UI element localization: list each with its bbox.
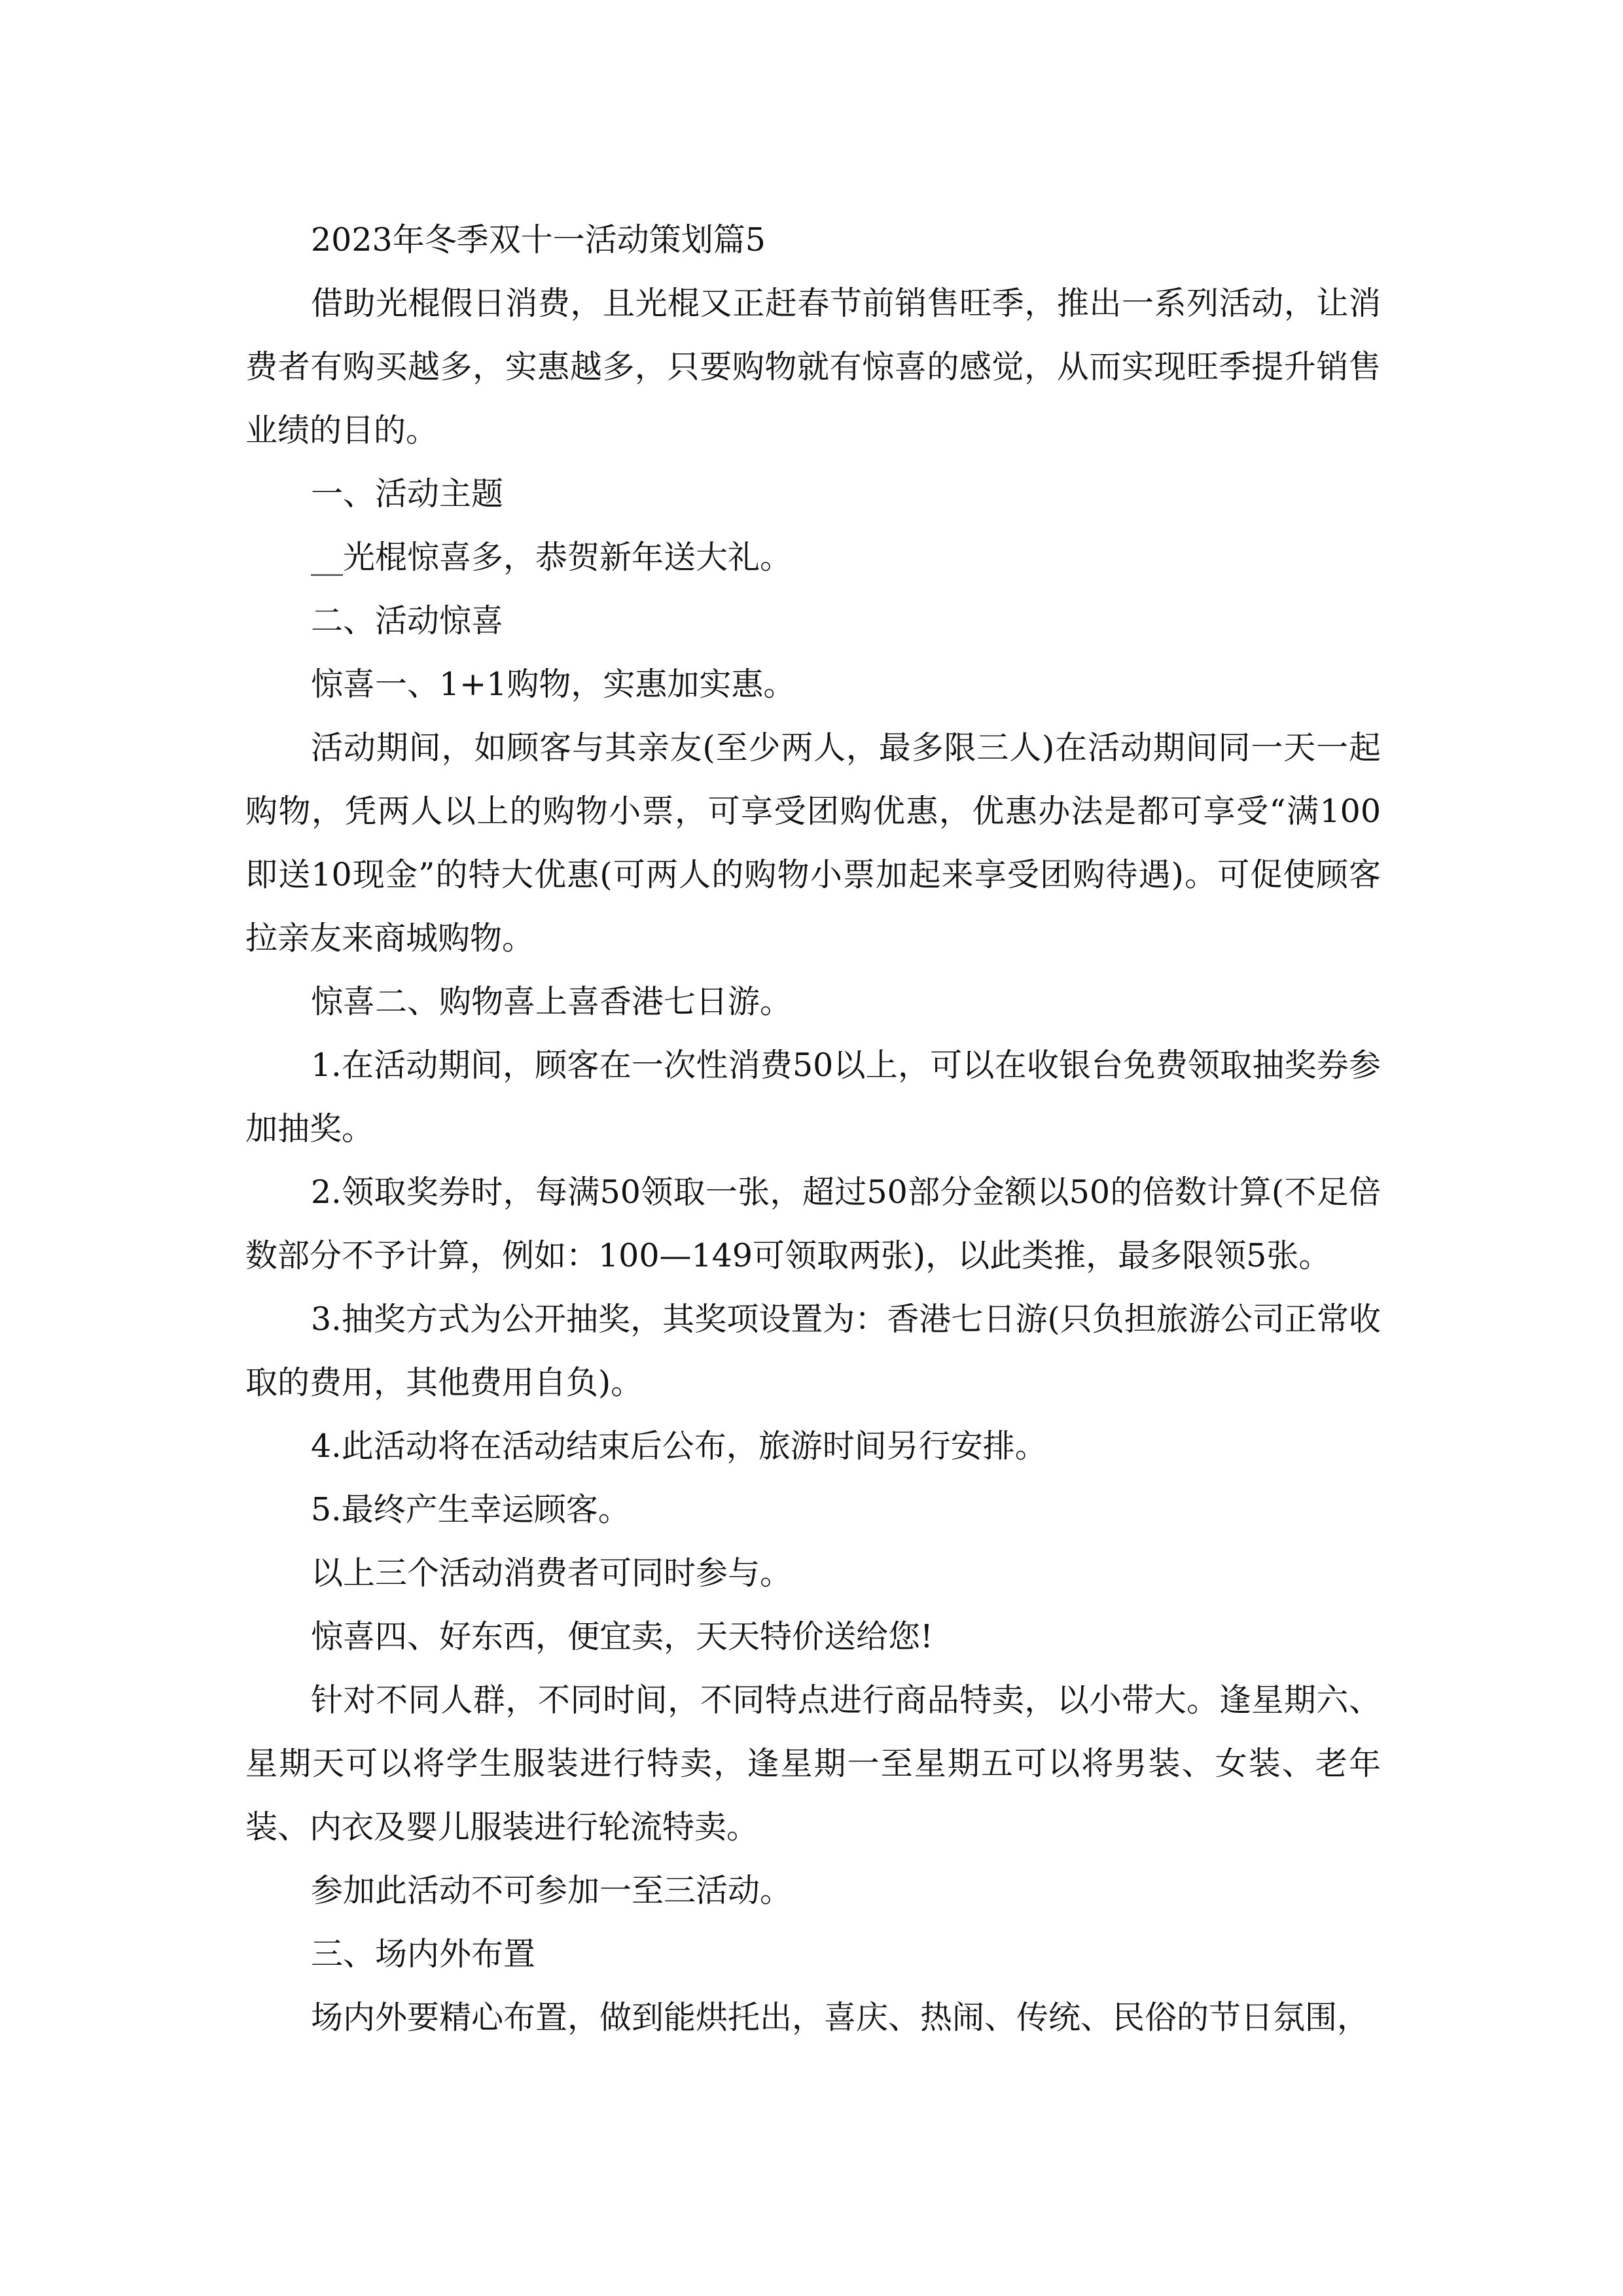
paragraph-surprise-two: 惊喜二、购物喜上喜香港七日游。 — [311, 983, 793, 1020]
list-item-4: 4.此活动将在活动结束后公布，旅游时间另行安排。 — [311, 1427, 1047, 1465]
paragraph-venue-layout: 场内外要精心布置，做到能烘托出，喜庆、热闹、传统、民俗的节日氛围， — [311, 1999, 1370, 2036]
paragraph-special-sale: 针对不同人群，不同时间，不同特点进行商品特卖，以小带大。逢星期六、星期天可以将学生服装进行特卖，逢星期一至星期五可以将男装、女装、老年装、内衣及婴儿服装进行轮流特卖。 — [245, 1681, 1381, 1846]
list-item-1: 1.在活动期间，顾客在一次性消费50以上，可以在收银台免费领取抽奖券参加抽奖。 — [245, 1047, 1381, 1147]
paragraph-participation-note: 以上三个活动消费者可同时参与。 — [311, 1554, 793, 1592]
heading-activity-surprise: 二、活动惊喜 — [311, 602, 504, 639]
paragraph-group-purchase: 活动期间，如顾客与其亲友(至少两人，最多限三人)在活动期间同一天一起购物，凭两人以上的购物小票，可享受团购优惠，优惠办法是都可享受“满100即送10现金”的特大优惠(可两人的购物小票加起来享受团购待遇)。可促使顾客拉亲友来商城购物。 — [245, 729, 1381, 957]
paragraph-intro: 借助光棍假日消费，且光棍又正赶春节前销售旺季，推出一系列活动，让消费者有购买越多，实惠越多，只要购物就有惊喜的感觉，从而实现旺季提升销售业绩的目的。 — [245, 285, 1381, 449]
list-item-5: 5.最终产生幸运顾客。 — [311, 1491, 630, 1528]
paragraph-surprise-one: 惊喜一、1+1购物，实惠加实惠。 — [311, 666, 796, 703]
paragraph-theme: __光棍惊喜多，恭贺新年送大礼。 — [311, 539, 793, 576]
heading-activity-theme: 一、活动主题 — [311, 475, 504, 512]
document-title: 2023年冬季双十一活动策划篇5 — [311, 221, 766, 259]
heading-venue-layout: 三、场内外布置 — [311, 1935, 536, 1973]
list-item-2: 2.领取奖券时，每满50领取一张，超过50部分金额以50的倍数计算(不足倍数部分不予计算，例如：100—149可领取两张)，以此类推，最多限领5张。 — [245, 1174, 1381, 1274]
paragraph-exclusion-note: 参加此活动不可参加一至三活动。 — [311, 1872, 793, 1909]
list-item-3: 3.抽奖方式为公开抽奖，其奖项设置为：香港七日游(只负担旅游公司正常收取的费用，其他费用自负)。 — [245, 1300, 1381, 1401]
paragraph-surprise-four: 惊喜四、好东西，便宜卖，天天特价送给您! — [311, 1618, 933, 1655]
document-body — [245, 208, 1381, 2049]
